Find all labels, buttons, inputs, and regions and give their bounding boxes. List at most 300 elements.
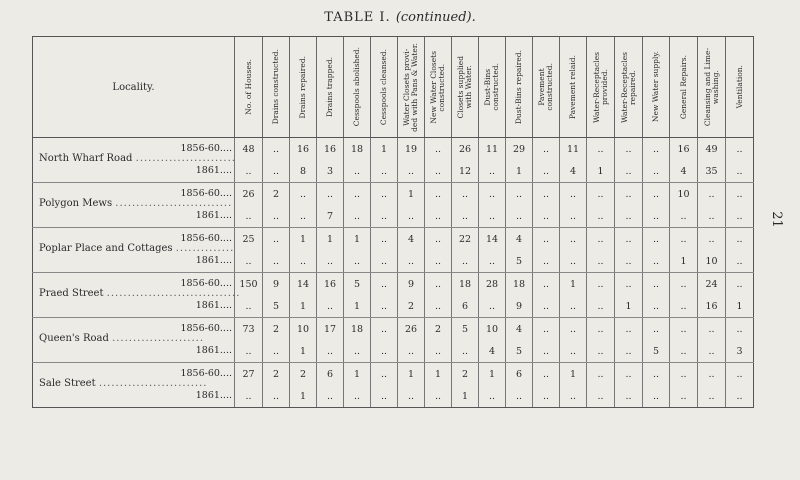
value-cell: 5 [263,295,290,318]
table-row [33,295,754,318]
value-cell: 5 [452,318,479,341]
value-cell: .. [643,228,670,251]
value-cell: 14 [290,273,317,296]
column-header-label: No. of Houses. [243,59,253,115]
value-cell: .. [533,228,560,251]
locality-cell [33,153,236,183]
value-cell: .. [344,160,371,183]
value-cell: .. [425,273,452,296]
value-cell: 3 [726,340,754,363]
column-header-label: Water-Receptacles provided. [591,51,609,123]
year-label: 1856-60.... [180,233,232,244]
value-cell: .. [726,273,754,296]
value-cell: .. [371,160,398,183]
value-cell: 1 [290,385,317,408]
value-cell: .. [615,340,643,363]
value-cell: .. [317,340,344,363]
value-cell: .. [533,160,560,183]
value-cell: 4 [670,160,698,183]
value-cell: .. [235,340,263,363]
value-cell: 1 [371,138,398,161]
column-header-label: Cleansing and Lime- washing. [702,47,720,127]
column-header [560,37,587,138]
value-cell: .. [506,385,533,408]
value-cell: .. [317,295,344,318]
value-cell: .. [344,250,371,273]
value-cell: .. [371,183,398,206]
value-cell: .. [726,318,754,341]
value-cell: .. [533,340,560,363]
locality-name [39,243,235,254]
value-cell: .. [398,250,425,273]
locality-header: Locality. [33,37,235,138]
table-row [33,250,754,273]
value-cell: 1 [479,363,506,386]
value-cell: .. [643,138,670,161]
value-cell: .. [398,205,425,228]
value-cell: 1 [344,228,371,251]
value-cell: 6 [317,363,344,386]
value-cell: .. [235,205,263,228]
value-cell: .. [615,363,643,386]
value-cell: .. [670,295,698,318]
value-cell: .. [479,250,506,273]
column-header [452,37,479,138]
value-cell: .. [726,385,754,408]
value-cell: .. [587,363,615,386]
value-cell: 5 [506,250,533,273]
value-cell: .. [643,318,670,341]
value-cell: 18 [344,138,371,161]
value-cell: 2 [263,318,290,341]
year-label: 1861.... [195,345,232,356]
year-label: 1861.... [195,255,232,266]
value-cell: .. [425,160,452,183]
value-cell: 1 [425,363,452,386]
locality-name-text: Queen's Road [39,333,109,344]
value-cell: .. [698,385,726,408]
value-cell: .. [615,273,643,296]
value-cell: .. [560,183,587,206]
column-header [425,37,452,138]
value-cell: .. [643,385,670,408]
column-header-label: New Water supply. [651,51,660,123]
value-cell: 2 [290,363,317,386]
value-cell: .. [452,250,479,273]
leader-dots: ............................ [115,198,233,209]
column-header-label: Water Closets provi- ded with Pans & Water. [402,42,419,132]
table-body [33,138,754,408]
value-cell: .. [235,250,263,273]
year-label: 1856-60.... [180,368,232,379]
value-cell: .. [587,273,615,296]
column-header-label: Water-Receptacles repaired. [619,51,637,123]
value-cell: 3 [317,160,344,183]
locality-cell [33,378,235,408]
value-cell: 17 [317,318,344,341]
value-cell: 10 [698,250,726,273]
value-cell: 2 [452,363,479,386]
value-cell: 16 [670,138,698,161]
column-header [506,37,533,138]
value-cell: .. [643,273,670,296]
value-cell: 26 [398,318,425,341]
year-label: 1861.... [195,165,232,176]
value-cell: 4 [560,160,587,183]
value-cell: 1 [290,228,317,251]
value-cell: 28 [479,273,506,296]
locality-name-text: North Wharf Road [39,153,133,164]
locality-cell [33,198,235,228]
value-cell: .. [425,295,452,318]
value-cell: .. [615,318,643,341]
value-cell: 48 [235,138,263,161]
year-label: 1856-60.... [180,188,232,199]
value-cell: .. [263,385,290,408]
value-cell: .. [344,205,371,228]
value-cell: 2 [398,295,425,318]
value-cell: 1 [290,340,317,363]
column-header [533,37,560,138]
value-cell: 11 [560,138,587,161]
leader-dots: ...................... [112,333,205,344]
column-header [587,37,615,138]
value-cell: .. [587,138,615,161]
value-cell: .. [670,318,698,341]
value-cell: 10 [290,318,317,341]
value-cell: .. [263,228,290,251]
value-cell: 7 [317,205,344,228]
value-cell: .. [425,228,452,251]
locality-cell [33,288,241,318]
value-cell: 29 [506,138,533,161]
column-header [615,37,643,138]
value-cell: .. [235,160,263,183]
value-cell: 73 [235,318,263,341]
table-row [33,160,754,183]
value-cell: 16 [317,273,344,296]
value-cell: 5 [344,273,371,296]
value-cell: .. [452,183,479,206]
value-cell: 1 [317,228,344,251]
table-title [0,10,800,25]
value-cell: 4 [479,340,506,363]
value-cell: .. [670,228,698,251]
table-title-text: TABLE I. [324,10,391,25]
value-cell: .. [235,385,263,408]
value-cell: 4 [506,318,533,341]
value-cell: .. [587,250,615,273]
value-cell: 12 [452,160,479,183]
column-header-label: General Repairs. [678,54,688,120]
value-cell: 4 [506,228,533,251]
column-header-label: Cesspools abolished. [352,47,361,127]
year-label: 1861.... [195,300,232,311]
value-cell: .. [670,385,698,408]
value-cell: .. [587,205,615,228]
value-cell: 11 [479,138,506,161]
value-cell: .. [698,318,726,341]
value-cell: .. [643,295,670,318]
locality-name [39,378,229,389]
value-cell: 19 [398,138,425,161]
value-cell: 1 [670,250,698,273]
value-cell: .. [726,228,754,251]
value-cell: .. [533,205,560,228]
value-cell: 27 [235,363,263,386]
value-cell: 4 [398,228,425,251]
value-cell: .. [615,250,643,273]
column-header-label: Cesspools cleansed. [379,48,388,126]
value-cell: .. [670,363,698,386]
sanitary-works-table [32,36,754,408]
value-cell: .. [371,273,398,296]
value-cell: .. [615,205,643,228]
value-cell: 6 [506,363,533,386]
value-cell: .. [726,138,754,161]
value-cell: 1 [615,295,643,318]
value-cell: 9 [506,295,533,318]
value-cell: .. [506,183,533,206]
value-cell: 1 [506,160,533,183]
locality-name-text: Sale Street [39,378,96,389]
column-header-label: Ventilation. [734,65,744,109]
value-cell: .. [533,250,560,273]
column-header-label: Pavement relaid. [568,54,577,120]
value-cell: .. [533,273,560,296]
value-cell: 16 [290,138,317,161]
value-cell: 25 [235,228,263,251]
value-cell: .. [398,385,425,408]
value-cell: .. [371,385,398,408]
value-cell: .. [670,340,698,363]
value-cell: .. [263,250,290,273]
year-label: 1861.... [195,390,232,401]
leader-dots: .............. [175,243,235,254]
column-header [317,37,344,138]
value-cell: .. [344,385,371,408]
column-header [643,37,670,138]
column-header-label: Dust-Bins repaired. [514,49,523,125]
value-cell: .. [560,250,587,273]
value-cell: .. [344,340,371,363]
table-row [33,340,754,363]
value-cell: .. [263,340,290,363]
value-cell: .. [560,318,587,341]
value-cell: 1 [398,363,425,386]
year-label: 1856-60.... [180,323,232,334]
column-header-label: Drains trapped. [325,57,334,117]
value-cell: .. [371,228,398,251]
locality-name [39,198,233,209]
leader-dots: ................................ [106,288,241,299]
column-header [344,37,371,138]
value-cell: .. [371,363,398,386]
value-cell: 18 [344,318,371,341]
locality-name [39,333,229,344]
column-header-label: New Water Closets constructed. [429,50,446,124]
value-cell: 16 [698,295,726,318]
value-cell: .. [615,160,643,183]
value-cell: .. [698,340,726,363]
value-cell: .. [317,250,344,273]
column-header [290,37,317,138]
value-cell: 10 [670,183,698,206]
value-cell: .. [398,160,425,183]
value-cell: 5 [506,340,533,363]
value-cell: .. [643,363,670,386]
value-cell: .. [533,183,560,206]
value-cell: 9 [398,273,425,296]
value-cell: .. [587,318,615,341]
value-cell: 2 [263,363,290,386]
value-cell: .. [506,205,533,228]
locality-name [39,288,241,299]
value-cell: .. [533,295,560,318]
value-cell: .. [371,205,398,228]
value-cell: 2 [425,318,452,341]
value-cell: 2 [263,183,290,206]
value-cell: .. [726,183,754,206]
column-header-label: Closets supplied with Water. [456,55,473,119]
value-cell: .. [560,228,587,251]
value-cell: .. [615,385,643,408]
value-cell: .. [615,183,643,206]
value-cell: .. [726,205,754,228]
leader-dots: ........................ [135,153,236,164]
value-cell: 10 [479,318,506,341]
value-cell: 1 [344,295,371,318]
value-cell: .. [479,183,506,206]
value-cell: 1 [560,363,587,386]
value-cell: 1 [587,160,615,183]
column-header [263,37,290,138]
value-cell: .. [398,340,425,363]
locality-cell [33,243,235,273]
value-cell: 18 [506,273,533,296]
value-cell: 6 [452,295,479,318]
value-cell: 1 [398,183,425,206]
value-cell: .. [263,205,290,228]
value-cell: 18 [452,273,479,296]
value-cell: .. [263,138,290,161]
value-cell: .. [371,318,398,341]
table-row [33,205,754,228]
value-cell: .. [643,205,670,228]
value-cell: .. [263,160,290,183]
value-cell: .. [425,205,452,228]
value-cell: 1 [560,273,587,296]
locality-name-text: Polygon Mews [39,198,113,209]
value-cell: 8 [290,160,317,183]
value-cell: 150 [235,273,263,296]
value-cell: .. [560,385,587,408]
value-cell: 1 [726,295,754,318]
value-cell: 24 [698,273,726,296]
value-cell: .. [670,273,698,296]
page-number: 21 [768,211,784,228]
column-header-label: Pavement constructed. [537,63,554,111]
value-cell: .. [560,295,587,318]
value-cell: .. [615,138,643,161]
value-cell: 49 [698,138,726,161]
value-cell: .. [643,160,670,183]
locality-name-text: Poplar Place and Cottages [39,243,173,254]
value-cell: .. [587,228,615,251]
value-cell: .. [235,295,263,318]
value-cell: .. [371,340,398,363]
value-cell: .. [479,160,506,183]
column-header-label: Drains repaired. [298,55,307,119]
value-cell: 14 [479,228,506,251]
value-cell: 9 [263,273,290,296]
table-row [33,385,754,408]
value-cell: .. [290,183,317,206]
value-cell: .. [533,318,560,341]
value-cell: .. [479,295,506,318]
value-cell: .. [587,183,615,206]
value-cell: .. [615,228,643,251]
value-cell: .. [560,205,587,228]
value-cell: .. [670,205,698,228]
value-cell: .. [533,138,560,161]
value-cell: .. [344,183,371,206]
column-header-label: Dust-Bins constructed. [483,63,500,111]
value-cell: .. [479,385,506,408]
column-header [398,37,425,138]
header-row [33,37,754,138]
value-cell: .. [533,363,560,386]
value-cell: .. [726,160,754,183]
year-label: 1856-60.... [180,278,232,289]
locality-name-text: Praed Street [39,288,104,299]
value-cell: .. [290,205,317,228]
value-cell: .. [587,385,615,408]
value-cell: .. [317,385,344,408]
value-cell: .. [479,205,506,228]
value-cell: 5 [643,340,670,363]
value-cell: .. [425,340,452,363]
value-cell: 16 [317,138,344,161]
column-header [479,37,506,138]
value-cell: 26 [235,183,263,206]
value-cell: 1 [452,385,479,408]
value-cell: 1 [344,363,371,386]
value-cell: .. [698,228,726,251]
column-header [726,37,754,138]
value-cell: .. [317,183,344,206]
value-cell: .. [698,205,726,228]
value-cell: .. [371,250,398,273]
value-cell: .. [643,250,670,273]
column-header [698,37,726,138]
value-cell: .. [452,205,479,228]
value-cell: .. [560,340,587,363]
locality-name [39,153,236,164]
value-cell: 35 [698,160,726,183]
value-cell: .. [698,183,726,206]
value-cell: .. [371,295,398,318]
column-header [235,37,263,138]
value-cell: .. [698,363,726,386]
value-cell: 26 [452,138,479,161]
value-cell: .. [425,183,452,206]
value-cell: .. [425,138,452,161]
leader-dots: .......................... [98,378,208,389]
column-header [670,37,698,138]
value-cell: .. [587,295,615,318]
value-cell: .. [726,250,754,273]
